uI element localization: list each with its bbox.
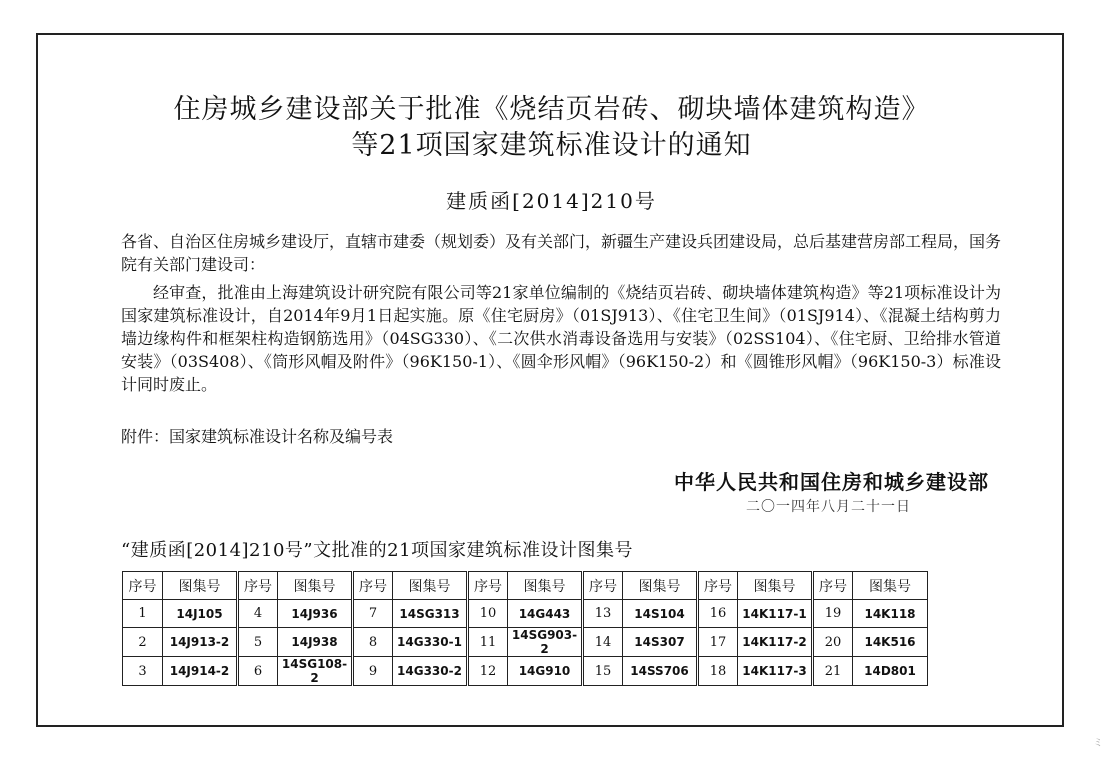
serial-number: 7 xyxy=(353,600,393,628)
table-header-row xyxy=(123,572,928,600)
header-code: 图集号 xyxy=(163,572,238,600)
atlas-code: 14SS706 xyxy=(623,657,698,686)
table-row xyxy=(123,628,928,657)
corner-mark: ミ xyxy=(1093,738,1103,749)
header-no: 序号 xyxy=(353,572,393,600)
atlas-code: 14J105 xyxy=(163,600,238,628)
serial-number: 10 xyxy=(468,600,508,628)
issuer-name: 中华人民共和国住房和城乡建设部 xyxy=(674,470,989,494)
header-code: 图集号 xyxy=(278,572,353,600)
atlas-code: 14J913-2 xyxy=(163,628,238,657)
serial-number: 18 xyxy=(698,657,738,686)
atlas-code: 14D801 xyxy=(853,657,928,686)
header-no: 序号 xyxy=(468,572,508,600)
header-no: 序号 xyxy=(123,572,163,600)
issue-date: 二〇一四年八月二十一日 xyxy=(746,499,911,515)
header-no: 序号 xyxy=(813,572,853,600)
header-no: 序号 xyxy=(583,572,623,600)
header-code: 图集号 xyxy=(738,572,813,600)
body-paragraph: 经审查，批准由上海建筑设计研究院有限公司等21家单位编制的《烧结页岩砖、砌块墙体建筑构造》等21项标准设计为国家建筑标准设计，自2014年9月1日起实施。原《住宅厨房》（01SJ913）、《住宅卫生间》（01SJ914）、《混凝土结构剪力墙边缘构件和框架柱构造钢筋选用》（04SG330）、《二次供水消毒设备选用与安装》（02SS104）、《住宅厨、卫给排水管道安装》（03S408）、《筒形风帽及附件》（96K150-1）、《圆伞形风帽》（96K150-2）和《圆锥形风帽》（96K150-3）标准设计同时废止。 xyxy=(121,283,1001,394)
atlas-table xyxy=(122,571,928,686)
serial-number: 2 xyxy=(123,628,163,657)
document-number: 建质函[2014]210号 xyxy=(446,189,657,213)
serial-number: 8 xyxy=(353,628,393,657)
atlas-code: 14G330-2 xyxy=(393,657,468,686)
atlas-code: 14SG108-2 xyxy=(278,657,353,686)
notice-title-line2: 等21项国家建筑标准设计的通知 xyxy=(351,130,752,161)
header-code: 图集号 xyxy=(508,572,583,600)
atlas-code: 14K117-3 xyxy=(738,657,813,686)
serial-number: 4 xyxy=(238,600,278,628)
serial-number: 14 xyxy=(583,628,623,657)
address-paragraph: 各省、自治区住房城乡建设厅，直辖市建委（规划委）及有关部门，新疆生产建设兵团建设局，总后基建营房部工程局，国务院有关部门建设司： xyxy=(121,232,1002,274)
atlas-code: 14K118 xyxy=(853,600,928,628)
atlas-code: 14J938 xyxy=(278,628,353,657)
serial-number: 19 xyxy=(813,600,853,628)
header-code: 图集号 xyxy=(393,572,468,600)
atlas-code: 14SG313 xyxy=(393,600,468,628)
serial-number: 13 xyxy=(583,600,623,628)
header-no: 序号 xyxy=(698,572,738,600)
header-code: 图集号 xyxy=(853,572,928,600)
table-row xyxy=(123,600,928,628)
serial-number: 5 xyxy=(238,628,278,657)
atlas-code: 14K117-1 xyxy=(738,600,813,628)
atlas-code: 14J914-2 xyxy=(163,657,238,686)
table-row xyxy=(123,657,928,686)
serial-number: 15 xyxy=(583,657,623,686)
serial-number: 12 xyxy=(468,657,508,686)
atlas-code: 14S104 xyxy=(623,600,698,628)
header-code: 图集号 xyxy=(623,572,698,600)
atlas-code: 14K516 xyxy=(853,628,928,657)
serial-number: 16 xyxy=(698,600,738,628)
atlas-code: 14G330-1 xyxy=(393,628,468,657)
serial-number: 21 xyxy=(813,657,853,686)
atlas-code: 14K117-2 xyxy=(738,628,813,657)
attachment-line: 附件：国家建筑标准设计名称及编号表 xyxy=(121,427,394,446)
serial-number: 3 xyxy=(123,657,163,686)
header-no: 序号 xyxy=(238,572,278,600)
atlas-code: 14G443 xyxy=(508,600,583,628)
table-caption: “建质函[2014]210号”文批准的21项国家建筑标准设计图集号 xyxy=(121,540,634,561)
serial-number: 1 xyxy=(123,600,163,628)
atlas-code: 14SG903-2 xyxy=(508,628,583,657)
serial-number: 17 xyxy=(698,628,738,657)
serial-number: 6 xyxy=(238,657,278,686)
serial-number: 9 xyxy=(353,657,393,686)
notice-title-line1: 住房城乡建设部关于批准《烧结页岩砖、砌块墙体建筑构造》 xyxy=(173,94,930,125)
atlas-code: 14J936 xyxy=(278,600,353,628)
atlas-code: 14S307 xyxy=(623,628,698,657)
atlas-code: 14G910 xyxy=(508,657,583,686)
serial-number: 11 xyxy=(468,628,508,657)
serial-number: 20 xyxy=(813,628,853,657)
